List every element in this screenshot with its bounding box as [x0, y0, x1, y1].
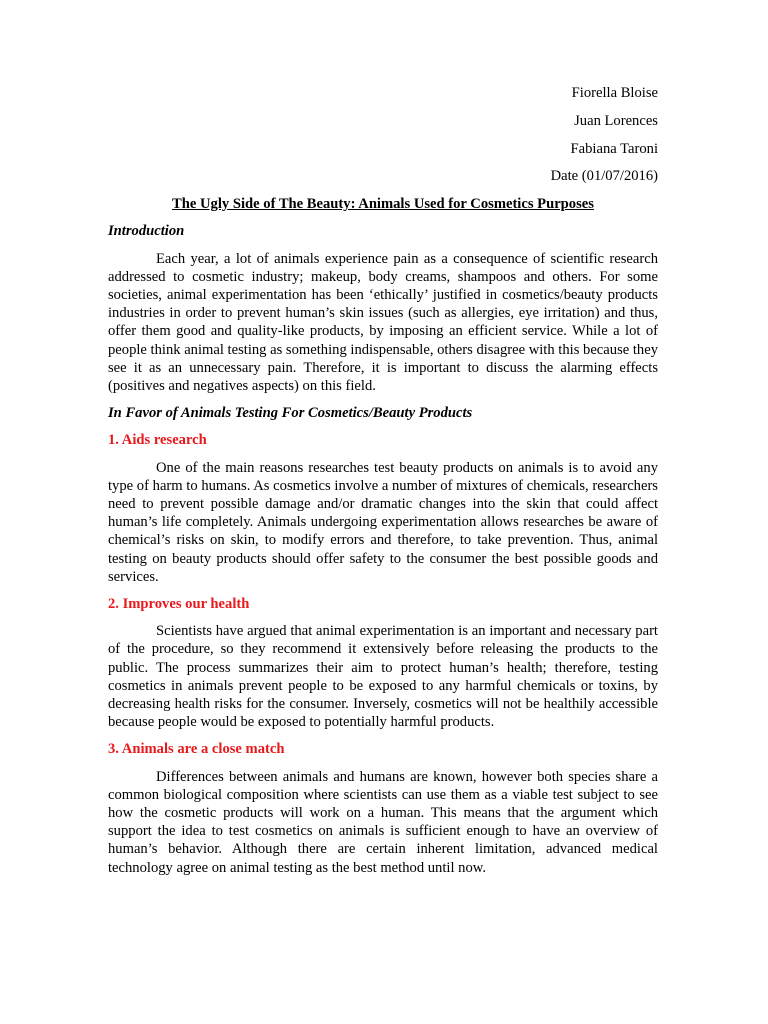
point-paragraph-aids-research: One of the main reasons researches test beauty products on animals is to avoid any type of harm to humans. As cosmetics involve a number of mixtures of chemicals, researchers need to prevent possible damage and/or dramatic changes into the skin that could affect human’s life completely. Animals undergoing experimentation allows researches be aware of chemical’s risks on skin, to modify errors and therefore, to take prevention. Thus, animal testing on beauty products should offer safety to the consumer the best possible goods and services. [108, 459, 658, 585]
author-block [108, 84, 658, 186]
introduction-heading: Introduction [108, 223, 185, 240]
author-name: Fabiana Taroni [570, 140, 658, 157]
point-heading-close-match: 3. Animals are a close match [108, 741, 285, 758]
point-paragraph-improves-health: Scientists have argued that animal experimentation is an important and necessary part of the procedure, so they recommend it extensively before releasing the products to the public. The process summarizes their aim to protect human’s health; therefore, testing cosmetics in animals prevent people to be exposed to any harmful chemicals or toxins, by decreasing health risks for the consumer. Inversely, cosmetics will not be healthily accessible because people would be exposed to potentially harmful products. [108, 623, 658, 731]
document-title: The Ugly Side of The Beauty: Animals Used for Cosmetics Purposes [172, 196, 594, 213]
document-date: Date (01/07/2016) [550, 168, 658, 185]
point-paragraph-close-match: Differences between animals and humans are known, however both species share a common biological composition where scientists can use them as a viable test subject to see how the cosmetic products will work on a human. This means that the argument which support the idea to test cosmetics on animals is sufficient enough to have an overview of human’s behavior. Although there are certain inherent limitation, advanced medical technology agree on animal testing as the best method until now. [108, 768, 658, 876]
document-page [108, 84, 658, 886]
in-favor-heading: In Favor of Animals Testing For Cosmetics/Beauty Products [108, 405, 473, 422]
introduction-paragraph: Each year, a lot of animals experience pain as a consequence of scientific research addressed to cosmetic industry; makeup, body creams, shampoos and others. For some societies, animal experimentation has been ‘ethically’ justified in cosmetics/beauty products industries in order to prevent human’s skin issues (such as allergies, eye irritation) and thus, offer them good and quality-like products, by imposing an efficient service. While a lot of people think animal testing as something indispensable, others disagree with this because they see it as an unnecessary pain. Therefore, it is important to discuss the alarming effects (positives and negatives aspects) on this field. [108, 250, 658, 394]
point-heading-improves-health: 2. Improves our health [108, 595, 250, 612]
author-name: Juan Lorences [574, 112, 658, 129]
author-name: Fiorella Bloise [571, 85, 658, 101]
point-heading-aids-research: 1. Aids research [108, 432, 207, 449]
